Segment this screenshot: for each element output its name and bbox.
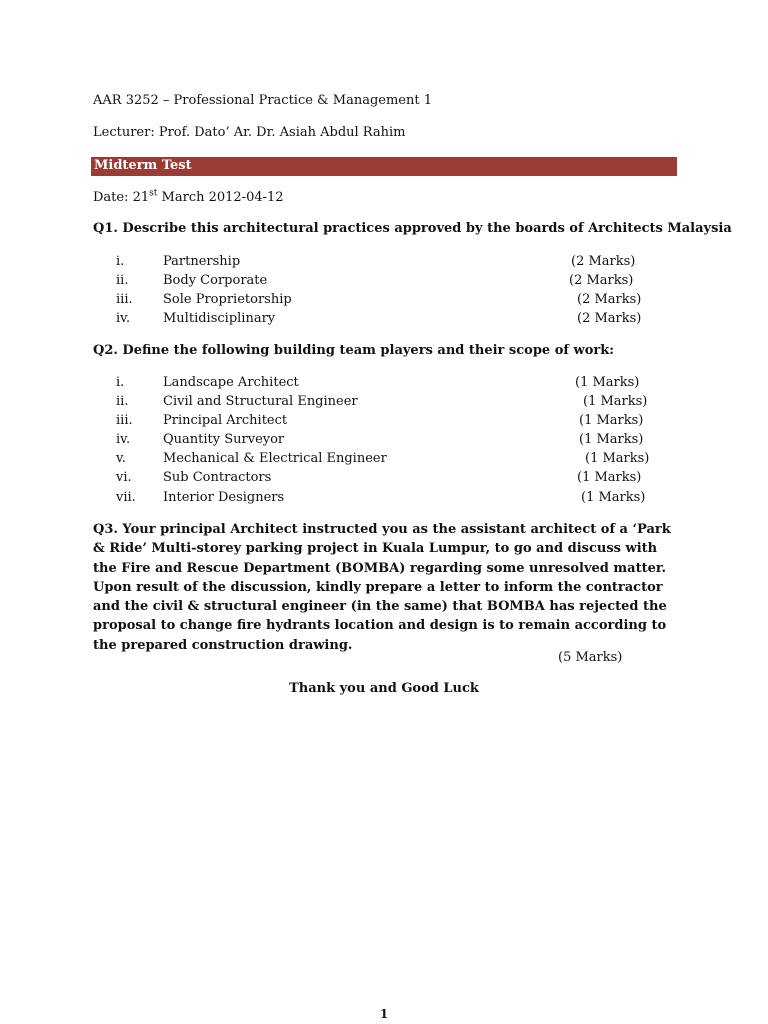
q2-item-marks: (1 Marks): [585, 451, 650, 466]
section-band: [91, 157, 677, 176]
q1-item-marks: (2 Marks): [577, 311, 642, 326]
q3-marks: (5 Marks): [558, 650, 623, 665]
q1-item-num: ii.: [116, 273, 129, 288]
q2-item-text: Interior Designers: [163, 490, 285, 505]
q1-item-text: Partnership: [163, 254, 241, 269]
q2-question: Q2. Define the following building team players and their scope of work:: [93, 343, 615, 358]
q2-item-num: iii.: [116, 413, 133, 428]
q2-item-num: vii.: [116, 490, 136, 505]
q2-item-text: Quantity Surveyor: [163, 432, 285, 447]
q1-item-text: Multidisciplinary: [163, 311, 276, 326]
closing-text: Thank you and Good Luck: [289, 681, 479, 696]
q2-item-text: Landscape Architect: [163, 375, 299, 390]
q2-item-marks: (1 Marks): [575, 375, 640, 390]
date-suffix: st: [149, 188, 158, 199]
q2-item-text: Mechanical & Electrical Engineer: [163, 451, 387, 466]
q2-item-marks: (1 Marks): [577, 470, 642, 485]
q1-item-text: Sole Proprietorship: [163, 292, 292, 307]
lecturer-line: Lecturer: Prof. Dato’ Ar. Dr. Asiah Abdul Rahim: [93, 125, 406, 140]
q2-item-num: i.: [116, 375, 125, 390]
q2-item-marks: (1 Marks): [583, 394, 648, 409]
q2-item-marks: (1 Marks): [579, 413, 644, 428]
section-title: Midterm Test: [94, 158, 192, 173]
q1-item-num: i.: [116, 254, 125, 269]
q2-item-marks: (1 Marks): [579, 432, 644, 447]
q1-item-text: Body Corporate: [163, 273, 268, 288]
q2-item-num: vi.: [116, 470, 132, 485]
q2-item-marks: (1 Marks): [581, 490, 646, 505]
q1-item-marks: (2 Marks): [577, 292, 642, 307]
q2-item-text: Civil and Structural Engineer: [163, 394, 358, 409]
date-line: [93, 190, 284, 206]
q3-question: Q3. Your principal Architect instructed you as the assistant architect of a ‘Park & Ride’ Multi-storey parking project in Kuala Lumpur, to go and discuss with the Fire and Rescue Department (BOMBA) regarding some unresolved matter. Upon result of the discussion, kindly prepare a letter to inform the contractor and the civil & structural engineer (in the same) that BOMBA has rejected the proposal to change fire hydrants location and design is to remain according to the prepared construction drawing.: [93, 522, 671, 653]
q2-item-num: ii.: [116, 394, 129, 409]
q2-item-text: Sub Contractors: [163, 470, 272, 485]
q2-item-num: v.: [116, 451, 126, 466]
q1-item-num: iv.: [116, 311, 131, 326]
q1-question: Q1. Describe this architectural practices approved by the boards of Architects Malaysia: [93, 221, 732, 236]
date-rest: March 2012-04-12: [157, 190, 284, 205]
page-number: 1: [379, 1007, 389, 1021]
q2-item-num: iv.: [116, 432, 131, 447]
course-title: AAR 3252 – Professional Practice & Management 1: [93, 93, 432, 108]
date-prefix: Date: 21: [93, 190, 150, 205]
q1-item-num: iii.: [116, 292, 133, 307]
q1-item-marks: (2 Marks): [569, 273, 634, 288]
q1-item-marks: (2 Marks): [571, 254, 636, 269]
q2-item-text: Principal Architect: [163, 413, 288, 428]
